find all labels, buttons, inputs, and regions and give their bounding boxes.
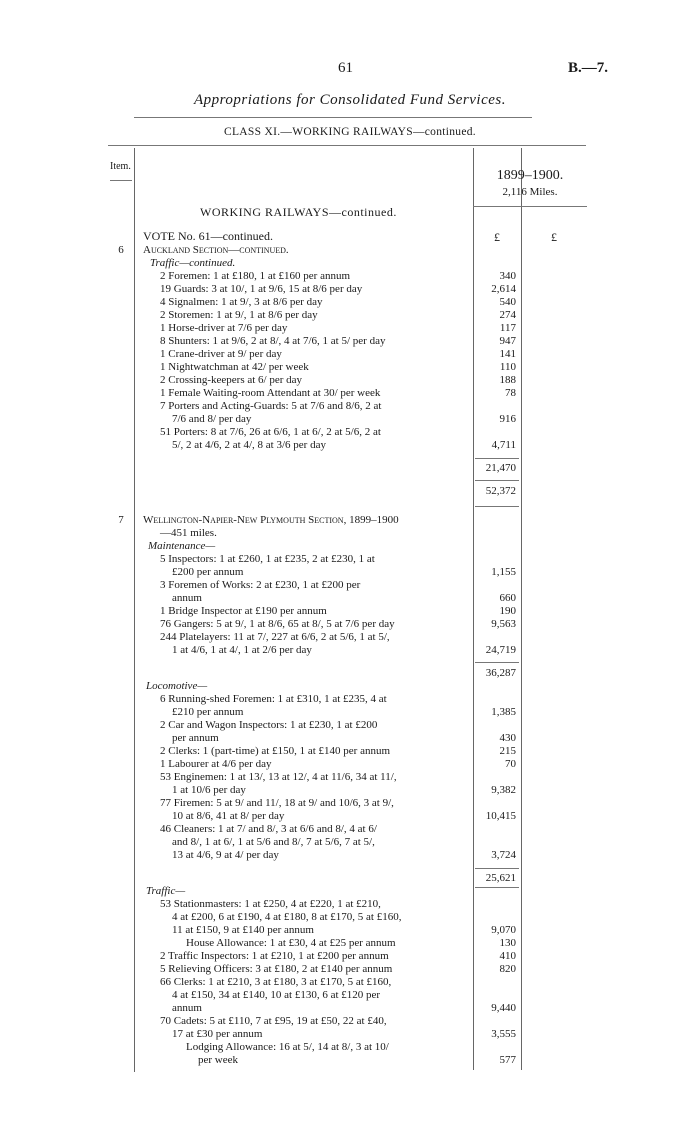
row-amount: 70 [505, 758, 516, 770]
row-amount: 10,415 [485, 810, 516, 822]
row-description: 53 Enginemen: 1 at 13/, 13 at 12/, 4 at 11/6, 34 at 11/, [160, 771, 397, 783]
traffic-row-continuation [172, 1028, 468, 1041]
traffic-row [160, 976, 468, 989]
row-description: 10 at 8/6, 41 at 8/ per day [172, 810, 285, 822]
row-description: 1 Horse-driver at 7/6 per day [160, 322, 288, 334]
locomotive-row [160, 745, 468, 758]
row-description: 1 at 10/6 per day [172, 784, 246, 796]
row-description: 2 Crossing-keepers at 6/ per day [160, 374, 303, 386]
auckland-traffic-row [160, 309, 468, 322]
auckland-traffic-row-continuation [172, 413, 468, 426]
maintenance-row [160, 553, 468, 566]
locomotive-row [160, 719, 468, 732]
row-amount: 3,555 [491, 1028, 516, 1040]
row-amount: 9,440 [491, 1002, 516, 1014]
row-amount: 9,563 [491, 618, 516, 630]
page-title: Appropriations for Consolidated Fund Services. [193, 92, 506, 108]
traffic-row-continuation [172, 924, 468, 937]
row-amount: 660 [499, 592, 516, 604]
currency-symbol-total: £ [551, 230, 557, 244]
maintenance-row-continuation [172, 592, 468, 605]
total-rule [475, 506, 519, 507]
traffic-subheading: Traffic—continued. [150, 257, 236, 269]
traffic-row [160, 950, 468, 963]
row-description: 1 Female Waiting-room Attendant at 30/ per week [160, 387, 381, 399]
auckland-traffic-row [160, 361, 468, 374]
row-amount: 1,385 [491, 706, 516, 718]
locomotive-row [160, 771, 468, 784]
row-description: 77 Firemen: 5 at 9/ and 11/, 18 at 9/ and 10/6, 3 at 9/, [160, 797, 394, 809]
auckland-traffic-row-continuation [172, 439, 468, 452]
row-description: £210 per annum [172, 706, 244, 718]
traffic-row [160, 1015, 468, 1028]
row-amount: 916 [499, 413, 516, 425]
class-heading: CLASS XI.—WORKING RAILWAYS—continued. [224, 126, 476, 138]
maintenance-subheading: Maintenance— [148, 540, 216, 552]
row-amount: 3,724 [491, 849, 516, 861]
row-description: 1 at 4/6, 1 at 4/, 1 at 2/6 per day [172, 644, 312, 656]
row-description: 7 Porters and Acting-Guards: 5 at 7/6 and 8/6, 2 at [160, 400, 382, 412]
row-description: 1 Nightwatchman at 42/ per week [160, 361, 309, 373]
row-amount: 274 [499, 309, 516, 321]
row-description: House Allowance: 1 at £30, 4 at £25 per annum [186, 937, 396, 949]
row-description: per annum [172, 732, 219, 744]
maintenance-row [160, 618, 468, 631]
row-description: 76 Gangers: 5 at 9/, 1 at 8/6, 65 at 8/, 5 at 7/6 per day [160, 618, 395, 630]
row-description: £200 per annum [172, 566, 244, 578]
item-header-rule [110, 180, 132, 181]
row-description: 17 at £30 per annum [172, 1028, 263, 1040]
row-description: 1 Labourer at 4/6 per day [160, 758, 272, 770]
traffic-row [186, 937, 468, 950]
auckland-traffic-row [160, 348, 468, 361]
wellington-section-name: Wellington-Napier-New Plymouth Section, 1899–1900 [143, 514, 399, 526]
locomotive-row-continuation [172, 706, 468, 719]
locomotive-row-continuation [172, 849, 468, 862]
subtotal-rule [475, 458, 519, 459]
vote-label: VOTE No. 61—continued. [143, 229, 273, 243]
row-amount: 340 [499, 270, 516, 282]
row-description: 2 Car and Wagon Inspectors: 1 at £230, 1 at £200 [160, 719, 378, 731]
locomotive-row-continuation [172, 810, 468, 823]
row-description: 4 at £200, 6 at £190, 4 at £180, 8 at £170, 5 at £160, [172, 911, 402, 923]
row-description: 1 Bridge Inspector at £190 per annum [160, 605, 327, 617]
row-amount: 947 [499, 335, 516, 347]
row-amount: 577 [499, 1054, 516, 1066]
wellington-section-miles: —451 miles. [160, 527, 217, 539]
row-description: 2 Foremen: 1 at £180, 1 at £160 per annum [160, 270, 351, 282]
auckland-traffic-row [160, 322, 468, 335]
subtotal-rule [475, 887, 519, 888]
row-amount: 430 [499, 732, 516, 744]
auckland-traffic-row [160, 374, 468, 387]
item-number: 6 [118, 244, 124, 256]
locomotive-subheading: Locomotive— [146, 680, 208, 692]
row-description: annum [172, 1002, 202, 1014]
row-amount: 78 [505, 387, 516, 399]
row-amount: 130 [499, 937, 516, 949]
traffic-row-continuation [172, 1002, 468, 1015]
traffic-row-continuation [172, 911, 468, 924]
auckland-traffic-row [160, 270, 468, 283]
auckland-traffic-row [160, 335, 468, 348]
row-description: annum [172, 592, 202, 604]
row-description: 6 Running-shed Foremen: 1 at £310, 1 at £235, 4 at [160, 693, 387, 705]
row-amount: 1,155 [491, 566, 516, 578]
item-column-header: Item. [110, 161, 131, 172]
row-description: 2 Clerks: 1 (part-time) at £150, 1 at £140 per annum [160, 745, 391, 757]
table-top-rule [108, 145, 586, 146]
maintenance-row [160, 605, 468, 618]
row-description: 5 Inspectors: 1 at £260, 1 at £235, 2 at £230, 1 at [160, 553, 375, 565]
section-heading: WORKING RAILWAYS—continued. [200, 205, 397, 219]
row-description: 19 Guards: 3 at 10/, 1 at 9/6, 15 at 8/6 per day [160, 283, 363, 295]
row-description: 5/, 2 at 4/6, 2 at 4/, 8 at 3/6 per day [172, 439, 326, 451]
row-amount: 215 [499, 745, 516, 757]
row-description: 1 Crane-driver at 9/ per day [160, 348, 282, 360]
item-number: 7 [118, 514, 124, 526]
row-amount: 9,382 [491, 784, 516, 796]
auckland-traffic-row [160, 296, 468, 309]
maintenance-row [160, 579, 468, 592]
locomotive-row [160, 797, 468, 810]
locomotive-row-continuation [172, 732, 468, 745]
row-description: 2 Storemen: 1 at 9/, 1 at 8/6 per day [160, 309, 318, 321]
year-header: 1899–1900. [496, 168, 564, 183]
traffic-row-continuation [172, 989, 468, 1002]
row-description: 7/6 and 8/ per day [172, 413, 252, 425]
row-description: 2 Traffic Inspectors: 1 at £210, 1 at £200 per annum [160, 950, 389, 962]
locomotive-row [160, 758, 468, 771]
row-description: 70 Cadets: 5 at £110, 7 at £95, 19 at £50, 22 at £40, [160, 1015, 387, 1027]
row-amount: 820 [499, 963, 516, 975]
miles-header: 2,116 Miles. [502, 186, 558, 198]
locomotive-row-continuation [172, 836, 468, 849]
row-amount: 141 [499, 348, 516, 360]
locomotive-row-continuation [172, 784, 468, 797]
auckland-traffic-row [160, 400, 468, 413]
row-amount: 410 [499, 950, 516, 962]
auckland-traffic-row [160, 283, 468, 296]
traffic-total: 21,470 [485, 462, 516, 474]
traffic-row [160, 963, 468, 976]
auckland-traffic-row [160, 426, 468, 439]
traffic-row [186, 1041, 468, 1054]
row-description: 5 Relieving Officers: 3 at £180, 2 at £140 per annum [160, 963, 393, 975]
row-amount: 117 [499, 322, 516, 334]
title-rule [134, 117, 532, 118]
locomotive-total: 25,621 [485, 872, 516, 884]
row-description: 66 Clerks: 1 at £210, 3 at £180, 3 at £170, 5 at £160, [160, 976, 392, 988]
maintenance-row [160, 631, 468, 644]
subtotal-rule [475, 480, 519, 481]
maintenance-total: 36,287 [485, 667, 516, 679]
row-amount: 190 [499, 605, 516, 617]
amount-column-divider-right [521, 148, 522, 1070]
page-number: 61 [338, 60, 353, 76]
row-description: and 8/, 1 at 6/, 1 at 5/6 and 8/, 7 at 5/6, 7 at 5/, [172, 836, 375, 848]
row-description: 4 at £150, 34 at £140, 10 at £130, 6 at £120 per [172, 989, 381, 1001]
row-amount: 110 [499, 361, 516, 373]
row-amount: 24,719 [485, 644, 516, 656]
row-description: 11 at £150, 9 at £140 per annum [172, 924, 314, 936]
row-amount: 9,070 [491, 924, 516, 936]
traffic-subheading: Traffic— [146, 885, 186, 897]
currency-symbol-sub: £ [494, 230, 500, 244]
maintenance-row-continuation [172, 644, 468, 657]
row-description: 4 Signalmen: 1 at 9/, 3 at 8/6 per day [160, 296, 323, 308]
row-description: 8 Shunters: 1 at 9/6, 2 at 8/, 4 at 7/6, 1 at 5/ per day [160, 335, 386, 347]
row-amount: 4,711 [491, 439, 516, 451]
maintenance-row-continuation [172, 566, 468, 579]
row-description: 13 at 4/6, 9 at 4/ per day [172, 849, 279, 861]
item-column-divider [134, 148, 135, 1072]
traffic-row [160, 898, 468, 911]
document-reference: B.—7. [567, 60, 608, 76]
row-amount: 540 [499, 296, 516, 308]
row-description: 51 Porters: 8 at 7/6, 26 at 6/6, 1 at 6/, 2 at 5/6, 2 at [160, 426, 381, 438]
auckland-traffic-row [160, 387, 468, 400]
subtotal-rule [475, 868, 519, 869]
row-description: 53 Stationmasters: 1 at £250, 4 at £220, 1 at £210, [160, 898, 381, 910]
subtotal-rule [475, 662, 519, 663]
year-header-rule [473, 206, 587, 207]
row-description: per week [198, 1054, 239, 1066]
row-description: Lodging Allowance: 16 at 5/, 14 at 8/, 3 at 10/ [186, 1041, 389, 1053]
row-description: 244 Platelayers: 11 at 7/, 227 at 6/6, 2 at 5/6, 1 at 5/, [160, 631, 390, 643]
traffic-row-continuation [198, 1054, 468, 1067]
row-amount: 2,614 [491, 283, 516, 295]
locomotive-row [160, 823, 468, 836]
section-total: 52,372 [485, 485, 516, 497]
locomotive-row [160, 693, 468, 706]
row-description: 46 Cleaners: 1 at 7/ and 8/, 3 at 6/6 and 8/, 4 at 6/ [160, 823, 377, 835]
row-description: 3 Foremen of Works: 2 at £230, 1 at £200 per [160, 579, 361, 591]
auckland-section-name: Auckland Section—continued. [143, 244, 289, 256]
row-amount: 188 [499, 374, 516, 386]
